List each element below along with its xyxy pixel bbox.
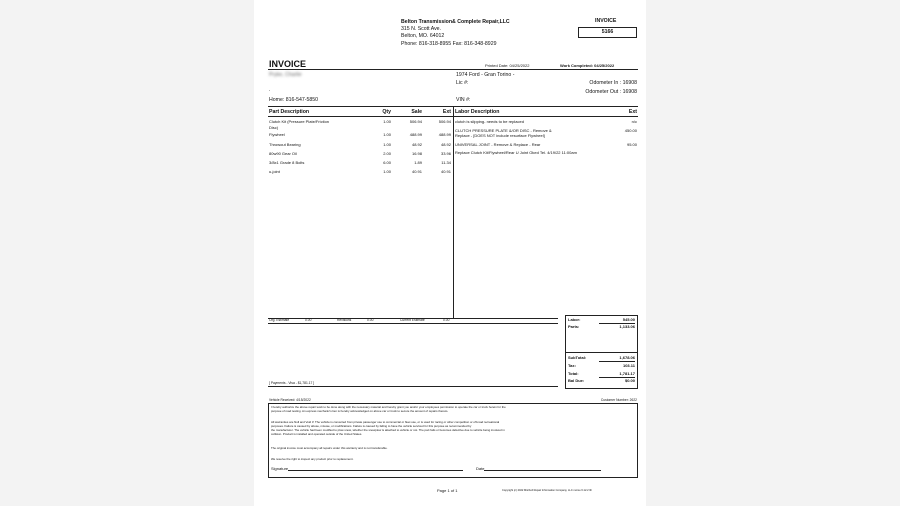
- labor-desc: Replace Clutch Kit/Flywheel/Rear U Joint Oked Tel. 4/19/22 11:00am: [455, 149, 577, 155]
- part-desc: 80w90 Gear Oil: [269, 150, 297, 156]
- part-sale: 16.98: [411, 150, 422, 156]
- page-number: Page 1 of 1: [437, 488, 458, 493]
- shop-city: Belton, MO. 64012: [401, 33, 445, 39]
- customer-home-phone: Home: 816-547-5850: [269, 97, 319, 103]
- vehicle-lic: Lic #:: [456, 80, 469, 86]
- labor-underline: [599, 323, 635, 324]
- invoice-box-label: INVOICE: [595, 18, 617, 24]
- part-ext: 40.91: [440, 168, 451, 174]
- shop-street: 315 N. Scott Ave.: [401, 26, 441, 32]
- vehicle-vin: VIN #:: [456, 97, 471, 103]
- balance-due-label: Bal Due:: [568, 378, 585, 383]
- title-rule: [268, 69, 638, 70]
- part-desc: Flywheel: [269, 132, 285, 137]
- part-desc: 3/8x1 Grade 8 Bolts: [269, 159, 305, 165]
- customer-dot: .: [269, 87, 271, 93]
- vehicle-description: 1974 Ford - Gran Torino -: [456, 72, 515, 78]
- labor-header-desc: Labor Description: [455, 109, 500, 115]
- part-sale: 1.89: [414, 159, 422, 165]
- parts-header-qty: Qty: [382, 109, 391, 115]
- work-completed-date: Work Completed: 04/25/2022: [560, 63, 615, 68]
- shop-phone-fax: Phone: 816-318-8955 Fax: 816-348-8929: [401, 41, 497, 47]
- terms-line: All warranties are Null and Void if: The vehicle is converted from private passenger use to commercial or fleet use, or is used for racing or other competition or off-road recreational: [271, 420, 500, 424]
- labor-desc: Replace - [DOES NOT include resurface Flywheel]: [455, 133, 545, 138]
- customer-number: Customer Number: 2622: [600, 398, 637, 402]
- current-estimate-value: 0.00: [443, 318, 450, 322]
- labor-desc: CLUTCH PRESSURE PLATE &/OR DISC - Remove &: [455, 127, 552, 133]
- parts-header-desc: Part Description: [269, 109, 310, 115]
- part-desc: Throwout Bearing: [269, 141, 301, 147]
- payments-note: [ Payments - Visa - $1,781.17 ]: [269, 381, 315, 385]
- signature-label: Signature: [271, 466, 289, 471]
- labor-ext: 450.00: [624, 127, 637, 133]
- revisions-value: 0.00: [367, 318, 374, 322]
- date-field: [476, 466, 601, 471]
- signature-field: [271, 466, 463, 471]
- total-value: 1,781.17: [619, 370, 635, 376]
- labor-ext: 95.00: [626, 142, 637, 147]
- org-estimate-value: 0.00: [305, 318, 312, 322]
- part-desc: u-joint: [269, 168, 280, 174]
- terms-line: the manufacturer. The vehicle had been modified to plow snow, whether the snowplow is attached to vehicle or not. The part fails or becomes defective due to vehicle being involved in: [271, 428, 505, 432]
- part-desc: Clutch Kit (Pressure Plate/Friction: [269, 119, 330, 124]
- part-ext: 506.94: [438, 119, 451, 124]
- labor-total-value: 545.00: [622, 317, 635, 322]
- printed-date: Printed Date: 04/25/2022: [485, 63, 530, 68]
- terms-line: The original invoice must accompany all repairs under this warranty and is not transferable.: [271, 446, 388, 450]
- part-qty: 6.00: [383, 159, 391, 165]
- part-qty: 1.00: [383, 141, 391, 147]
- vehicle-received: Vehicle Received: 4/15/2022: [269, 398, 311, 402]
- invoice-page: [254, 0, 646, 506]
- part-qty: 2.00: [383, 150, 391, 156]
- part-ext: 33.96: [440, 150, 451, 156]
- invoice-number: 5166: [601, 29, 614, 35]
- part-sale: 488.99: [409, 132, 422, 137]
- current-estimate-label: Current Estimate: [400, 318, 425, 322]
- part-sale: 506.94: [409, 119, 422, 124]
- estimates-bottom-rule: [268, 323, 558, 324]
- tax-label: Tax:: [568, 362, 576, 368]
- subtotal-label: SubTotal:: [568, 355, 587, 360]
- customer-name: Pryke, Charlie: [269, 72, 302, 78]
- labor-desc: clutch is slipping- needs to be replaced: [455, 119, 524, 124]
- totals-divider: [565, 352, 638, 353]
- terms-line: We reserve the right to inspect any product prior to replacement.: [271, 457, 354, 461]
- parts-total-label: Parts:: [568, 323, 580, 329]
- terms-line: collision. Product is installed and operated outside of the United States.: [271, 432, 363, 436]
- labor-desc: UNIVERSAL JOINT - Remove & Replace - Rear: [455, 142, 541, 147]
- labor-ext: n/c: [631, 119, 637, 124]
- total-underline: [599, 377, 635, 378]
- odometer-out: Odometer Out : 16908: [585, 89, 637, 95]
- signature-line: [288, 466, 463, 471]
- part-qty: 1.00: [383, 168, 391, 174]
- part-ext: 48.92: [440, 141, 451, 147]
- terms-line: purposes. Failure is caused by abuse, misuse, or modifications. Failure is caused by failing to have the vehicle serviced for this purpose as recommended by: [271, 424, 472, 428]
- date-label: Date: [476, 466, 485, 471]
- parts-header-sale: Sale: [411, 109, 422, 115]
- shop-name: Belton Transmission& Complete Repair,LLC: [401, 19, 510, 25]
- payments-rule: [268, 386, 558, 387]
- part-qty: 1.00: [383, 132, 391, 137]
- tax-value: 103.11: [622, 362, 635, 368]
- parts-total-value: 1,133.06: [619, 323, 635, 329]
- part-sale: 48.92: [411, 141, 422, 147]
- revisions-label: Revisions: [337, 318, 352, 322]
- parts-header-ext: Ext: [442, 109, 451, 115]
- org-estimate-label: Org. Estimate: [269, 318, 290, 322]
- subtotal-underline: [599, 361, 635, 362]
- balance-due-value: $0.00: [624, 378, 635, 383]
- part-sale: 40.91: [411, 168, 422, 174]
- part-ext: 11.34: [441, 159, 451, 165]
- part-qty: 1.00: [383, 119, 391, 124]
- date-line: [484, 466, 601, 471]
- copyright: Copyright (c) 2022 Mitchell Repair Information Company, LLC mome 6.12.2 lih: [502, 489, 592, 492]
- part-desc-continued: Disc): [269, 124, 279, 130]
- terms-line: purpose of road testing. An express mechanic's lien is hereby acknowledged on above car or truck to secure the amount of repairs thereto.: [271, 409, 449, 413]
- part-ext: 488.99: [438, 132, 451, 137]
- subtotal-value: 1,678.06: [619, 355, 635, 360]
- labor-total-label: Labor:: [568, 317, 581, 322]
- total-label: Total:: [568, 370, 579, 376]
- odometer-in: Odometer In : 16908: [589, 80, 637, 86]
- table-divider: [453, 106, 454, 318]
- labor-header-ext: Ext: [628, 109, 637, 115]
- terms-line: I hereby authorize the above repair work to be done along with the necessary material and hereby grant you and/or your employees permission to operate the car or truck herein for the: [271, 405, 506, 409]
- invoice-title: INVOICE: [269, 59, 307, 69]
